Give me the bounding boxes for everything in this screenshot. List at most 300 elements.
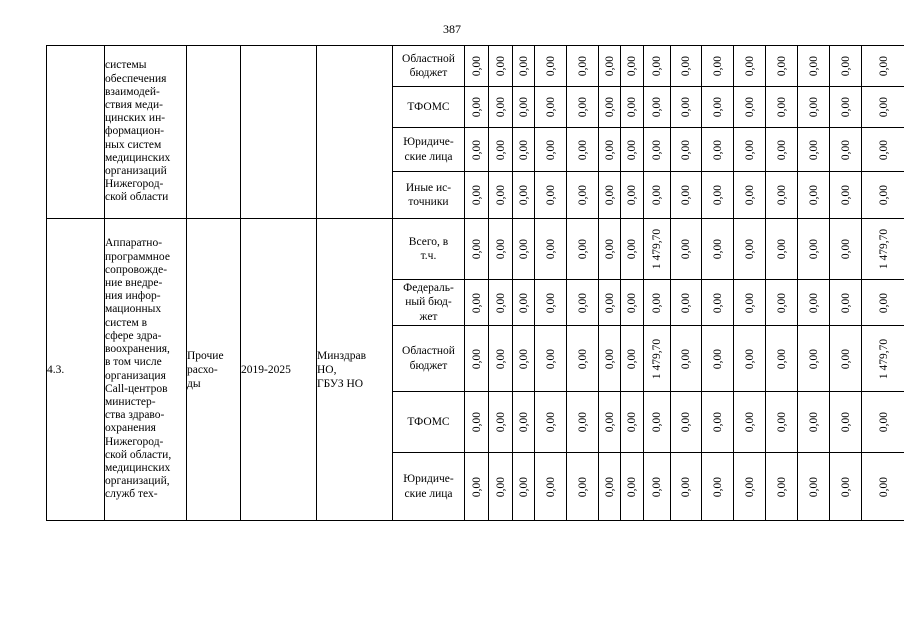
value-text: 0,00 bbox=[680, 96, 692, 118]
value-cell bbox=[671, 219, 702, 280]
value-text: 0,00 bbox=[470, 476, 483, 497]
value-cell bbox=[830, 219, 862, 280]
value-cell bbox=[830, 46, 862, 87]
value-text: 0,00 bbox=[470, 238, 483, 260]
text-line: систем в bbox=[105, 316, 148, 329]
value-cell bbox=[644, 46, 671, 87]
value-cell bbox=[535, 87, 567, 128]
value-cell bbox=[862, 219, 904, 280]
value-text: 0,00 bbox=[839, 184, 852, 206]
text-line: ГБУЗ НО bbox=[317, 377, 364, 390]
value-cell bbox=[862, 453, 904, 521]
value-text: 0,00 bbox=[743, 55, 756, 77]
value-cell bbox=[513, 392, 535, 453]
value-cell bbox=[671, 453, 702, 521]
text-line: Нижегород- bbox=[105, 435, 164, 448]
value-text: 0,00 bbox=[544, 348, 557, 369]
value-text: 0,00 bbox=[470, 55, 483, 77]
value-text: 0,00 bbox=[711, 411, 724, 433]
value-text: 0,00 bbox=[680, 238, 692, 260]
value-text: 0,00 bbox=[470, 184, 483, 206]
item-name-cell bbox=[105, 219, 187, 521]
value-cell bbox=[599, 87, 621, 128]
funding-source bbox=[393, 453, 465, 521]
value-cell bbox=[671, 280, 702, 326]
executor-cell bbox=[317, 219, 393, 521]
value-text: 0,00 bbox=[743, 411, 756, 433]
value-cell bbox=[734, 46, 766, 87]
value-cell bbox=[830, 128, 862, 172]
period-cell bbox=[241, 46, 317, 219]
value-cell bbox=[644, 280, 671, 326]
value-text: 0,00 bbox=[576, 55, 589, 77]
text-line: точники bbox=[408, 196, 449, 208]
value-cell bbox=[671, 87, 702, 128]
text-line: организаций, bbox=[105, 475, 170, 488]
text-line: расхо- bbox=[187, 363, 218, 376]
value-cell bbox=[513, 326, 535, 392]
text-line: ТФОМС bbox=[407, 100, 450, 113]
value-cell bbox=[621, 453, 644, 521]
value-text: 0,00 bbox=[807, 476, 820, 497]
text-line: ства здраво- bbox=[105, 409, 165, 422]
value-cell bbox=[671, 392, 702, 453]
value-text: 0,00 bbox=[544, 411, 557, 433]
value-cell bbox=[513, 172, 535, 219]
value-text: 0,00 bbox=[711, 139, 724, 160]
funding-source bbox=[393, 128, 465, 172]
text-line: НО, bbox=[317, 363, 337, 376]
value-text: 0,00 bbox=[517, 184, 530, 206]
value-text: 0,00 bbox=[743, 292, 756, 313]
value-cell bbox=[513, 280, 535, 326]
value-text: 0,00 bbox=[494, 139, 507, 160]
value-cell bbox=[798, 87, 830, 128]
value-text: 0,00 bbox=[576, 348, 589, 369]
value-cell bbox=[513, 128, 535, 172]
value-text: 0,00 bbox=[839, 292, 852, 313]
expense-type bbox=[187, 349, 240, 391]
value-text: 0,00 bbox=[494, 238, 507, 260]
value-text: 0,00 bbox=[494, 96, 507, 118]
value-cell bbox=[862, 87, 904, 128]
value-cell bbox=[621, 46, 644, 87]
value-text: 0,00 bbox=[651, 411, 663, 433]
funding-table bbox=[46, 45, 904, 521]
period: 2019-2025 bbox=[241, 363, 291, 376]
value-cell bbox=[489, 172, 513, 219]
value-text: 0,00 bbox=[877, 96, 890, 118]
value-cell bbox=[766, 219, 798, 280]
text-line: ской области, bbox=[105, 448, 172, 461]
value-text: 0,00 bbox=[626, 139, 638, 160]
value-cell bbox=[535, 46, 567, 87]
value-text: 0,00 bbox=[743, 238, 756, 260]
value-text: 0,00 bbox=[603, 96, 616, 118]
value-cell bbox=[798, 219, 830, 280]
value-cell bbox=[702, 128, 734, 172]
value-text: 0,00 bbox=[877, 184, 890, 206]
text-line: Юридиче- bbox=[403, 136, 454, 148]
value-cell bbox=[702, 219, 734, 280]
value-cell bbox=[567, 453, 599, 521]
value-cell bbox=[644, 453, 671, 521]
text-line: бюджет bbox=[409, 359, 448, 372]
value-cell bbox=[465, 87, 489, 128]
text-line: системы bbox=[105, 59, 147, 72]
value-text: 0,00 bbox=[626, 96, 638, 118]
value-cell bbox=[766, 392, 798, 453]
value-cell bbox=[567, 392, 599, 453]
item-name bbox=[105, 59, 186, 204]
text-line: жет bbox=[419, 310, 438, 323]
value-text: 0,00 bbox=[544, 139, 557, 160]
value-text: 0,00 bbox=[603, 139, 616, 160]
value-text: 0,00 bbox=[470, 411, 483, 433]
executor bbox=[317, 349, 392, 391]
value-cell bbox=[489, 392, 513, 453]
value-text: 0,00 bbox=[544, 96, 557, 118]
value-text: 0,00 bbox=[494, 476, 507, 497]
text-line: ный бюд- bbox=[405, 296, 452, 309]
value-cell bbox=[535, 280, 567, 326]
value-cell bbox=[862, 46, 904, 87]
value-cell bbox=[621, 219, 644, 280]
value-cell bbox=[599, 46, 621, 87]
value-text: 0,00 bbox=[576, 292, 589, 313]
text-line: ские лица bbox=[404, 150, 453, 163]
value-text: 0,00 bbox=[743, 184, 756, 206]
value-text: 0,00 bbox=[626, 238, 638, 260]
value-cell bbox=[830, 87, 862, 128]
value-text: 0,00 bbox=[470, 96, 483, 118]
value-text: 0,00 bbox=[711, 476, 724, 497]
value-cell bbox=[702, 46, 734, 87]
value-cell bbox=[489, 128, 513, 172]
value-text: 0,00 bbox=[626, 411, 638, 433]
value-text: 1 479,70 bbox=[651, 228, 663, 270]
value-cell bbox=[734, 392, 766, 453]
value-cell bbox=[621, 87, 644, 128]
item-name bbox=[105, 237, 186, 501]
value-text: 1 479,70 bbox=[877, 338, 890, 379]
value-cell bbox=[766, 280, 798, 326]
value-text: 0,00 bbox=[775, 476, 788, 497]
value-cell bbox=[798, 280, 830, 326]
value-text: 0,00 bbox=[680, 348, 692, 369]
text-line: взаимодей- bbox=[105, 85, 160, 98]
value-text: 0,00 bbox=[626, 184, 638, 206]
value-cell bbox=[599, 453, 621, 521]
value-cell bbox=[465, 128, 489, 172]
value-cell bbox=[513, 87, 535, 128]
text-line: организаций bbox=[105, 165, 167, 177]
value-cell bbox=[766, 128, 798, 172]
value-text: 0,00 bbox=[807, 139, 820, 160]
value-text: 0,00 bbox=[711, 292, 724, 313]
text-line: ской области bbox=[105, 191, 169, 204]
value-text: 0,00 bbox=[517, 292, 530, 313]
value-text: 0,00 bbox=[576, 476, 589, 497]
value-cell bbox=[465, 453, 489, 521]
text-line: формацион- bbox=[105, 125, 165, 138]
value-cell bbox=[671, 172, 702, 219]
value-cell bbox=[734, 128, 766, 172]
value-cell bbox=[644, 128, 671, 172]
value-text: 0,00 bbox=[680, 55, 692, 77]
value-text: 0,00 bbox=[576, 96, 589, 118]
value-cell bbox=[599, 128, 621, 172]
value-cell bbox=[465, 219, 489, 280]
text-line: ТФОМС bbox=[407, 415, 450, 428]
value-text: 0,00 bbox=[603, 411, 616, 433]
value-text: 0,00 bbox=[544, 55, 557, 77]
value-text: 0,00 bbox=[544, 238, 557, 260]
value-cell bbox=[644, 172, 671, 219]
value-text: 0,00 bbox=[807, 238, 820, 260]
value-text: 0,00 bbox=[651, 184, 663, 206]
value-cell bbox=[862, 326, 904, 392]
value-text: 0,00 bbox=[603, 55, 616, 77]
value-cell bbox=[734, 280, 766, 326]
value-text: 0,00 bbox=[651, 139, 663, 160]
value-cell bbox=[830, 392, 862, 453]
value-cell bbox=[862, 280, 904, 326]
value-text: 0,00 bbox=[576, 411, 589, 433]
value-cell bbox=[798, 326, 830, 392]
value-cell bbox=[465, 172, 489, 219]
value-cell bbox=[644, 326, 671, 392]
value-text: 0,00 bbox=[544, 184, 557, 206]
text-line: Минздрав bbox=[317, 349, 367, 362]
value-text: 0,00 bbox=[807, 411, 820, 433]
text-line: министер- bbox=[105, 395, 156, 408]
value-cell bbox=[513, 46, 535, 87]
value-text: 0,00 bbox=[775, 411, 788, 433]
value-text: 0,00 bbox=[517, 96, 530, 118]
value-cell bbox=[702, 172, 734, 219]
value-text: 0,00 bbox=[517, 238, 530, 260]
page-number: 387 bbox=[443, 22, 461, 36]
value-text: 0,00 bbox=[517, 348, 530, 369]
value-cell bbox=[862, 172, 904, 219]
text-line: Иные ис- bbox=[405, 181, 452, 194]
value-cell bbox=[535, 453, 567, 521]
value-cell bbox=[599, 219, 621, 280]
text-line: Call-центров bbox=[105, 382, 168, 395]
value-text: 0,00 bbox=[839, 139, 852, 160]
value-cell bbox=[567, 46, 599, 87]
value-text: 0,00 bbox=[807, 348, 820, 369]
text-line: обеспечения bbox=[105, 72, 167, 85]
value-cell bbox=[621, 392, 644, 453]
text-line: сопровожде- bbox=[105, 263, 168, 276]
value-text: 1 479,70 bbox=[651, 338, 663, 379]
value-cell bbox=[734, 219, 766, 280]
value-text: 0,00 bbox=[603, 348, 616, 369]
funding-source bbox=[393, 280, 465, 326]
text-line: служб тех- bbox=[105, 488, 158, 501]
value-text: 0,00 bbox=[626, 55, 638, 77]
value-cell bbox=[702, 453, 734, 521]
value-text: 0,00 bbox=[877, 476, 890, 497]
value-cell bbox=[766, 46, 798, 87]
text-line: мационных bbox=[105, 303, 162, 316]
value-text: 0,00 bbox=[807, 292, 820, 313]
value-cell bbox=[567, 219, 599, 280]
text-line: Нижегород- bbox=[105, 178, 164, 191]
text-line: т.ч. bbox=[420, 250, 437, 262]
funding-source bbox=[393, 219, 465, 280]
value-cell bbox=[830, 172, 862, 219]
text-line: медицинских bbox=[105, 151, 171, 164]
value-text: 0,00 bbox=[711, 348, 724, 369]
value-cell bbox=[671, 326, 702, 392]
text-line: ствия меди- bbox=[105, 98, 163, 111]
value-cell bbox=[621, 172, 644, 219]
value-text: 0,00 bbox=[839, 348, 852, 369]
value-cell bbox=[513, 219, 535, 280]
table-row bbox=[47, 46, 904, 87]
value-text: 0,00 bbox=[839, 55, 852, 77]
text-line: Областной bbox=[402, 345, 455, 357]
value-text: 0,00 bbox=[544, 476, 557, 497]
text-line: Всего, в bbox=[408, 235, 449, 248]
value-cell bbox=[489, 87, 513, 128]
value-text: 0,00 bbox=[775, 292, 788, 313]
value-text: 0,00 bbox=[680, 411, 692, 433]
value-text: 0,00 bbox=[626, 292, 638, 313]
value-text: 0,00 bbox=[839, 476, 852, 497]
value-cell bbox=[766, 87, 798, 128]
text-line: ние внедре- bbox=[105, 277, 163, 290]
text-line: ды bbox=[187, 377, 201, 390]
value-text: 0,00 bbox=[494, 292, 507, 313]
value-text: 0,00 bbox=[807, 184, 820, 206]
value-text: 0,00 bbox=[517, 411, 530, 433]
funding-source bbox=[393, 87, 465, 128]
value-text: 0,00 bbox=[651, 96, 663, 118]
value-cell bbox=[489, 453, 513, 521]
value-cell bbox=[766, 172, 798, 219]
text-line: бюджет bbox=[409, 67, 448, 79]
value-cell bbox=[599, 172, 621, 219]
value-text: 0,00 bbox=[494, 411, 507, 433]
value-text: 0,00 bbox=[775, 184, 788, 206]
executor-cell bbox=[317, 46, 393, 219]
value-cell bbox=[465, 392, 489, 453]
value-cell bbox=[535, 128, 567, 172]
value-cell bbox=[621, 128, 644, 172]
value-text: 0,00 bbox=[517, 139, 530, 160]
item-number-cell bbox=[47, 46, 105, 219]
value-text: 0,00 bbox=[711, 55, 724, 77]
value-cell bbox=[489, 280, 513, 326]
text-line: ных систем bbox=[105, 138, 162, 151]
value-text: 0,00 bbox=[775, 348, 788, 369]
value-text: 0,00 bbox=[839, 238, 852, 260]
value-text: 0,00 bbox=[680, 476, 692, 497]
value-cell bbox=[465, 326, 489, 392]
value-cell bbox=[734, 87, 766, 128]
value-cell bbox=[830, 453, 862, 521]
value-text: 0,00 bbox=[711, 238, 724, 260]
value-cell bbox=[702, 280, 734, 326]
value-text: 0,00 bbox=[711, 96, 724, 118]
value-text: 0,00 bbox=[743, 139, 756, 160]
value-cell bbox=[567, 87, 599, 128]
value-text: 0,00 bbox=[603, 184, 616, 206]
value-cell bbox=[489, 219, 513, 280]
table-row bbox=[47, 219, 904, 280]
value-text: 0,00 bbox=[743, 348, 756, 369]
value-text: 0,00 bbox=[626, 348, 638, 369]
item-number: 4.3. bbox=[47, 363, 65, 376]
text-line: сфере здра- bbox=[105, 329, 162, 342]
text-line: программное bbox=[105, 250, 170, 263]
value-cell bbox=[621, 326, 644, 392]
value-cell bbox=[702, 392, 734, 453]
value-cell bbox=[513, 453, 535, 521]
value-text: 0,00 bbox=[576, 238, 589, 260]
value-text: 0,00 bbox=[775, 139, 788, 160]
value-cell bbox=[798, 392, 830, 453]
value-cell bbox=[798, 453, 830, 521]
value-text: 0,00 bbox=[807, 96, 820, 118]
funding-source bbox=[393, 326, 465, 392]
funding-source bbox=[393, 392, 465, 453]
value-text: 0,00 bbox=[839, 96, 852, 118]
value-cell bbox=[671, 46, 702, 87]
text-line: ния инфор- bbox=[105, 290, 161, 303]
text-line: медицинских bbox=[105, 461, 171, 474]
value-text: 0,00 bbox=[743, 96, 756, 118]
text-line: ские лица bbox=[404, 487, 453, 500]
value-cell bbox=[489, 326, 513, 392]
value-cell bbox=[702, 87, 734, 128]
value-cell bbox=[766, 453, 798, 521]
value-text: 0,00 bbox=[807, 55, 820, 77]
value-text: 0,00 bbox=[517, 476, 530, 497]
value-text: 0,00 bbox=[743, 476, 756, 497]
value-text: 0,00 bbox=[576, 139, 589, 160]
value-cell bbox=[567, 326, 599, 392]
funding-source bbox=[393, 46, 465, 87]
value-cell bbox=[830, 326, 862, 392]
value-text: 0,00 bbox=[544, 292, 557, 313]
value-text: 0,00 bbox=[626, 476, 638, 497]
item-name-cell bbox=[105, 46, 187, 219]
value-cell bbox=[734, 326, 766, 392]
value-cell bbox=[734, 453, 766, 521]
value-cell bbox=[766, 326, 798, 392]
value-cell bbox=[644, 392, 671, 453]
value-text: 0,00 bbox=[651, 476, 663, 497]
value-cell bbox=[465, 46, 489, 87]
value-cell bbox=[621, 280, 644, 326]
value-text: 0,00 bbox=[603, 292, 616, 313]
value-cell bbox=[798, 46, 830, 87]
value-cell bbox=[599, 392, 621, 453]
value-cell bbox=[599, 326, 621, 392]
value-text: 0,00 bbox=[877, 55, 890, 77]
value-text: 0,00 bbox=[470, 348, 483, 369]
value-text: 0,00 bbox=[680, 139, 692, 160]
value-cell bbox=[734, 172, 766, 219]
value-text: 0,00 bbox=[775, 238, 788, 260]
expense-type-cell bbox=[187, 46, 241, 219]
value-text: 0,00 bbox=[839, 411, 852, 433]
